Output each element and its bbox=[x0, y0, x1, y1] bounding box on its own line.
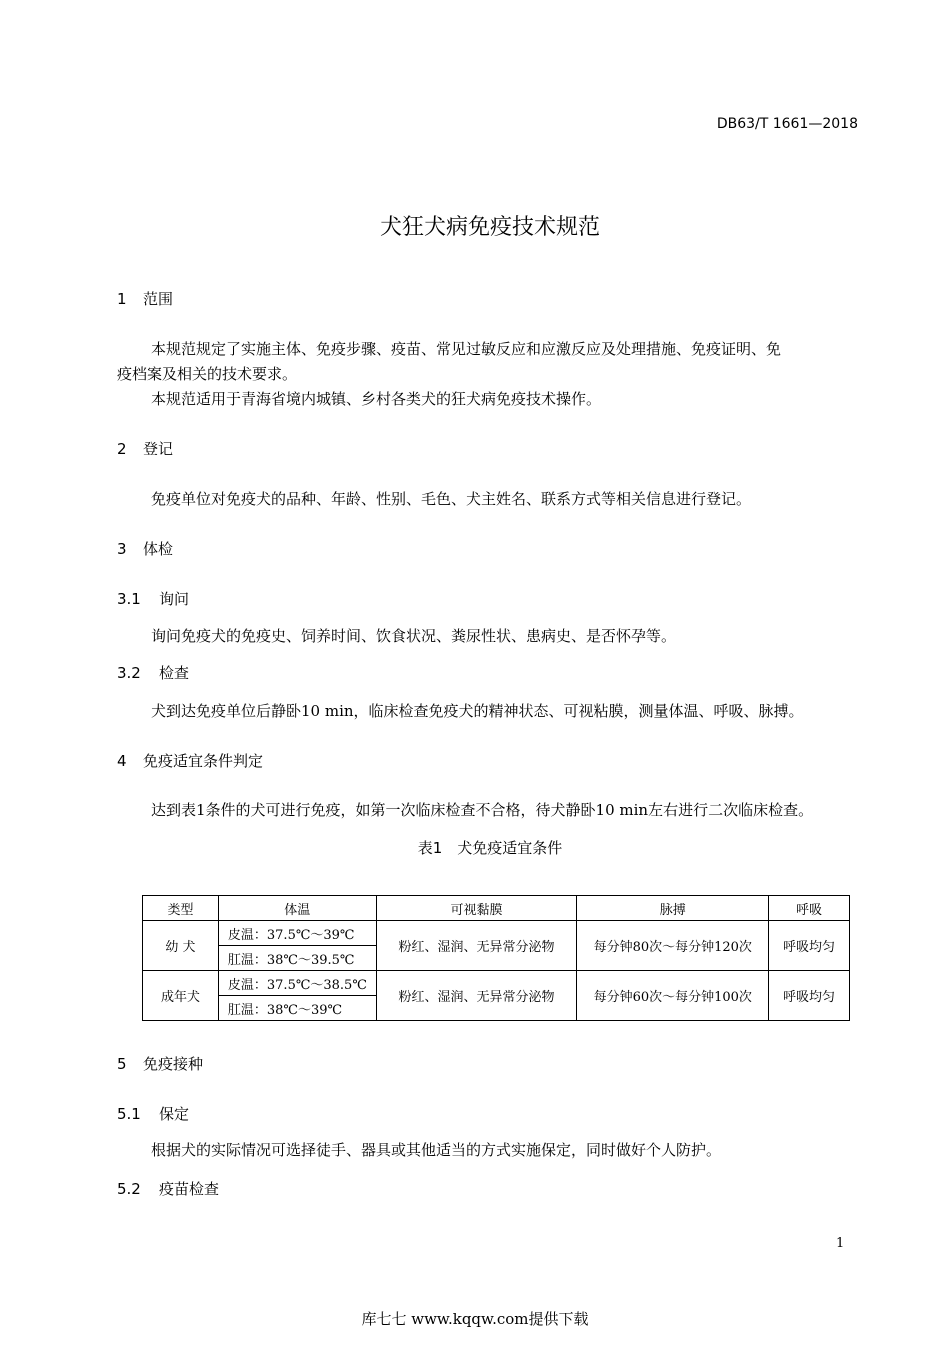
page-number: 1 bbox=[836, 1236, 845, 1251]
section-3-2-paragraph: 犬到达免疫单位后静卧10 min，临床检查免疫犬的精神状态、可视粘膜，测量体温、呼吸、脉搏。 bbox=[151, 702, 804, 720]
table-1-caption: 表1 犬免疫适宜条件 bbox=[417, 839, 563, 857]
row-1-anal-temp: 肛温：38℃～39.5℃ bbox=[218, 946, 376, 971]
header-mucosa: 可视黏膜 bbox=[376, 896, 577, 921]
row-2-mucosa: 粉红、湿润、无异常分泌物 bbox=[376, 971, 577, 1021]
section-5-1-title: 保定 bbox=[159, 1105, 190, 1123]
section-1-paragraph-1-line-2: 疫档案及相关的技术要求。 bbox=[117, 365, 298, 383]
section-5-2-number: 5.2 bbox=[117, 1180, 141, 1198]
section-5-2-heading bbox=[117, 1178, 219, 1199]
section-4-title: 免疫适宜条件判定 bbox=[143, 752, 264, 770]
section-5-1-number: 5.1 bbox=[117, 1105, 141, 1123]
section-4-paragraph: 达到表1条件的犬可进行免疫，如第一次临床检查不合格，待犬静卧10 min左右进行二次临床检查。 bbox=[151, 801, 814, 819]
section-3-2-title: 检查 bbox=[159, 664, 190, 682]
section-3-1-paragraph: 询问免疫犬的免疫史、饲养时间、饮食状况、粪尿性状、患病史、是否怀孕等。 bbox=[151, 627, 677, 645]
section-3-title: 体检 bbox=[143, 540, 174, 558]
section-5-heading bbox=[117, 1053, 203, 1074]
row-2-type: 成年犬 bbox=[143, 971, 219, 1021]
section-1-number: 1 bbox=[117, 290, 127, 308]
document-title: 犬狂犬病免疫技术规范 bbox=[379, 215, 600, 240]
table-row bbox=[143, 971, 850, 996]
section-1-paragraph-1-line-1: 本规范规定了实施主体、免疫步骤、疫苗、常见过敏反应和应激反应及处理措施、免疫证明、免 bbox=[151, 340, 782, 358]
row-1-skin-temp: 皮温：37.5℃～39℃ bbox=[218, 921, 376, 946]
section-5-2-title: 疫苗检查 bbox=[159, 1180, 220, 1198]
section-3-1-title: 询问 bbox=[159, 590, 190, 608]
section-5-number: 5 bbox=[117, 1055, 127, 1073]
header-temperature: 体温 bbox=[218, 896, 376, 921]
row-2-breath: 呼吸均匀 bbox=[769, 971, 850, 1021]
section-5-1-heading bbox=[117, 1103, 189, 1124]
table-row bbox=[143, 921, 850, 946]
download-footer: 库七七 www.kqqw.com提供下载 bbox=[361, 1310, 589, 1328]
section-2-number: 2 bbox=[117, 440, 127, 458]
section-4-number: 4 bbox=[117, 752, 127, 770]
row-2-anal-temp: 肛温：38℃～39℃ bbox=[218, 996, 376, 1021]
row-2-pulse: 每分钟60次～每分钟100次 bbox=[577, 971, 769, 1021]
section-2-title: 登记 bbox=[143, 440, 174, 458]
section-1-paragraph-2: 本规范适用于青海省境内城镇、乡村各类犬的狂犬病免疫技术操作。 bbox=[151, 390, 602, 408]
row-2-skin-temp: 皮温：37.5℃～38.5℃ bbox=[218, 971, 376, 996]
section-3-1-heading bbox=[117, 588, 189, 609]
section-3-2-number: 3.2 bbox=[117, 664, 141, 682]
row-1-type: 幼 犬 bbox=[143, 921, 219, 971]
section-2-heading bbox=[117, 438, 173, 459]
row-1-pulse: 每分钟80次～每分钟120次 bbox=[577, 921, 769, 971]
section-5-title: 免疫接种 bbox=[143, 1055, 204, 1073]
section-1-title: 范围 bbox=[143, 290, 174, 308]
section-2-paragraph-1: 免疫单位对免疫犬的品种、年龄、性别、毛色、犬主姓名、联系方式等相关信息进行登记。 bbox=[151, 490, 752, 508]
header-breath: 呼吸 bbox=[769, 896, 850, 921]
section-4-heading bbox=[117, 750, 263, 771]
header-type: 类型 bbox=[143, 896, 219, 921]
section-3-heading bbox=[117, 538, 173, 559]
table-1 bbox=[142, 895, 850, 1021]
section-3-number: 3 bbox=[117, 540, 127, 558]
section-1-heading bbox=[117, 288, 173, 309]
header-pulse: 脉搏 bbox=[577, 896, 769, 921]
section-3-2-heading bbox=[117, 662, 189, 683]
standard-code: DB63/T 1661—2018 bbox=[716, 116, 858, 132]
table-header-row bbox=[143, 896, 850, 921]
section-5-1-paragraph: 根据犬的实际情况可选择徒手、器具或其他适当的方式实施保定，同时做好个人防护。 bbox=[151, 1141, 722, 1159]
row-1-breath: 呼吸均匀 bbox=[769, 921, 850, 971]
row-1-mucosa: 粉红、湿润、无异常分泌物 bbox=[376, 921, 577, 971]
section-3-1-number: 3.1 bbox=[117, 590, 141, 608]
